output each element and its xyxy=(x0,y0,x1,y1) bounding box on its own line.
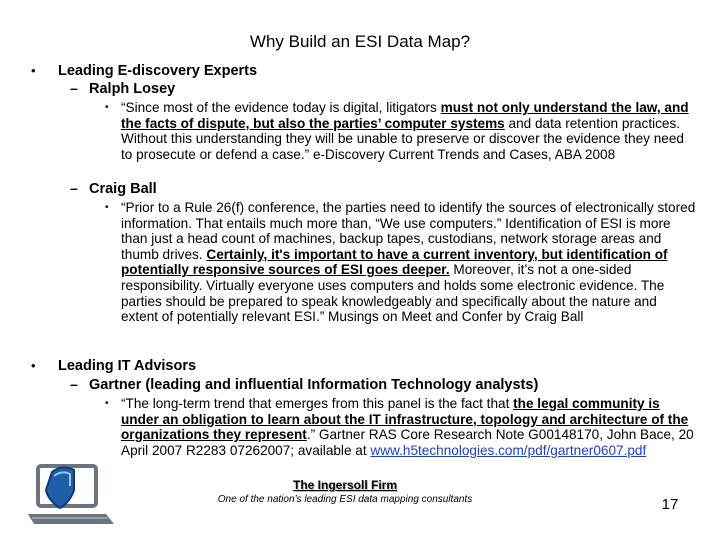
page-number: 17 xyxy=(661,496,679,513)
quote-losey xyxy=(121,100,696,162)
quote-lead: “Prior to a Rule 26(f) conference, the parties need to identify the sources of electronically stored information. That entails much more than, “We use computers.” Identification of ESI is more than just a head count of machines, backup tapes, custodians, network storage areas and thumb drives. xyxy=(121,200,696,262)
laptop-shield-logo xyxy=(26,452,116,532)
firm-tagline: One of the nation’s leading ESI data mapping consultants xyxy=(217,494,473,505)
quote-tail: Moreover, it’s not a one-sided responsibility. Virtually everyone uses computers and holds some electronic evidence. The parties should be prepared to speak knowledgeably and specifically about the nature and extent of potentially relevant ESI.” Musings on Meet and Confer by Craig Ball xyxy=(121,262,665,325)
section-heading-experts: Leading E-discovery Experts xyxy=(58,63,258,79)
subbullet-glyph: • xyxy=(105,202,109,213)
bullet-glyph: • xyxy=(31,63,36,78)
quote-emphasis: must not only understand the law, and the facts of dispute, but also the parties’ computer systems xyxy=(121,100,689,131)
bullet-glyph: • xyxy=(31,358,36,373)
dash-glyph: – xyxy=(70,180,78,196)
dash-glyph: – xyxy=(70,80,78,96)
subbullet-glyph: • xyxy=(105,102,109,113)
quote-lead: “Since most of the evidence today is digital, litigators xyxy=(121,100,441,115)
quote-ball xyxy=(121,200,696,325)
firm-name: The Ingersoll Firm xyxy=(292,478,397,492)
quote-gartner xyxy=(121,396,696,458)
subbullet-glyph: • xyxy=(105,398,109,409)
gartner-link[interactable]: www.h5technologies.com/pdf/gartner0607.pdf xyxy=(370,442,647,458)
quote-emphasis: the legal community is under an obligation to learn about the IT infrastructure, topology and architecture of the organizations they represent xyxy=(121,396,689,443)
quote-emphasis: Certainly, it's important to have a current inventory, but identification of potentially responsive sources of ESI goes deeper. xyxy=(121,246,668,278)
quote-tail: and data retention practices. Without this understanding they will be unable to preserve or discover the evidence they need to prosecute or defend a case.” e-Discovery Current Trends and Cases, ABA 2008 xyxy=(121,115,684,162)
quote-lead: “The long-term trend that emerges from this panel is the fact that xyxy=(121,396,514,411)
expert-name-losey: Ralph Losey xyxy=(89,81,176,97)
dash-glyph: – xyxy=(70,376,78,392)
slide-title: Why Build an ESI Data Map? xyxy=(249,32,471,51)
expert-name-ball: Craig Ball xyxy=(89,181,157,197)
quote-tail: .” Gartner RAS Core Research Note G00148170, John Bace, 20 April 2007 R2283 07262007; available at xyxy=(121,427,694,458)
laptop-base xyxy=(28,514,114,524)
section-heading-it-advisors: Leading IT Advisors xyxy=(58,358,197,374)
advisor-name-gartner: Gartner (leading and influential Information Technology analysts) xyxy=(89,377,539,393)
